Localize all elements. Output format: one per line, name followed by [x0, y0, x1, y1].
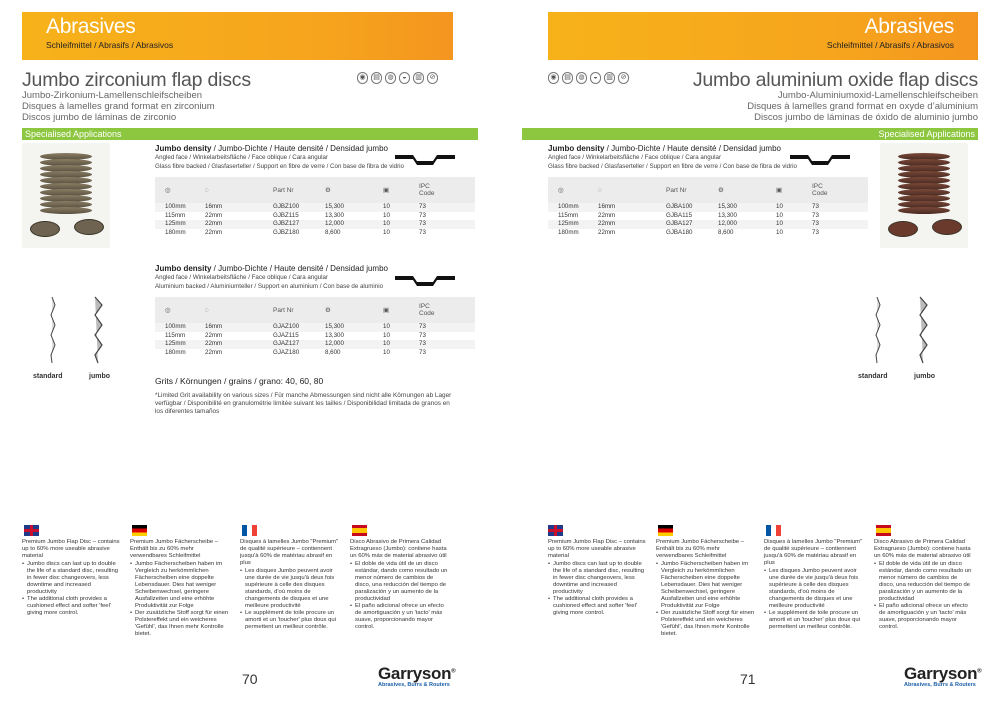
- table-row: 180mm 22mm GJAZ180 8,600 10 73: [165, 348, 426, 356]
- label-jumbo: jumbo: [89, 373, 110, 380]
- rpm-icon: ⚙: [325, 187, 331, 194]
- diameter-icon: ◎: [558, 187, 564, 194]
- mask-icon: ◒: [590, 72, 601, 84]
- fr-flag-icon: [766, 525, 781, 536]
- subtitle-es: Discos jumbo de láminas de óxido de aluminio jumbo: [754, 112, 978, 123]
- goggles-icon: ◉: [357, 72, 368, 84]
- safety-icons: [357, 72, 438, 84]
- bore-icon: ◌: [205, 306, 209, 314]
- table-row: 100mm 16mm GJBA100 15,300 10 73: [548, 203, 868, 212]
- desc-es: Disco Abrasivo de Primera Calidad Extragrueso (Jumbo): contiene hasta un 60% más de material abrasivo útil • El doble de vida útil de un disco estándar, dando como resultado un menor número de cambios de disco, una reducción del tiempo de paralización y un aumento de la productividad • El paño adicional ofrece un efecto de amortiguación y un 'tacto' más suave, proporcionando mayor control.: [874, 539, 974, 631]
- table-desc-backing: Aluminium backed / Aluminiumteller / Support en aluminium / Con base de aluminio: [155, 283, 384, 290]
- product-title: Jumbo aluminium oxide flap discs: [692, 69, 978, 91]
- banner-title: Abrasives: [864, 15, 954, 38]
- col-ipc: IPC Code: [419, 183, 435, 197]
- desc-fr: Disques à lamelles Jumbo "Premium" de qualité supérieure – contiennent jusqu'à 60% de matériau abrasif en plus • Les disques Jumbo peuvent avoir une durée de vie jusqu'à deux fois supérieure à celle des disques standards, d'où moins de changements de disques et une meilleure productivité • Le supplément de toile procure un amorti et un 'toucher' plus doux qui permettent un meilleur contrôle.: [764, 539, 864, 631]
- product-photo: [22, 143, 110, 248]
- table-row: 115mm 22mm GJAZ115 13,300 10 73: [165, 331, 426, 339]
- table-header: [548, 177, 868, 203]
- jumbo-profile-icon: [918, 295, 928, 365]
- bore-icon: ◌: [598, 186, 602, 194]
- table-desc-backing: Glass fibre backed / Glasfaserteller / Support en fibre de verre / Con base de fibra de vidrio: [548, 163, 798, 170]
- page-number: 71: [740, 671, 756, 687]
- table-row: 125mm 22mm GJBZ127 12,000 10 73: [155, 220, 475, 229]
- desc-en: Premium Jumbo Flap Disc – contains up to 60% more useable abrasive material • Jumbo discs can last up to double the life of a standard disc, resulting in fewer disc changeovers, less downtime and increased productivity • The additional cloth provides a cushioned effect and softer 'feel' giving more control.: [22, 539, 122, 617]
- specialised-applications-bar: Specialised Applications: [522, 128, 978, 140]
- rpm-icon: ⚙: [325, 307, 331, 314]
- section-banner: [548, 12, 978, 60]
- table-header: [155, 297, 475, 323]
- grit-list: Grits / Körnungen / grains / grano: 40, 60, 80: [155, 376, 324, 386]
- product-title: Jumbo zirconium flap discs: [22, 69, 251, 91]
- table-desc-face: Angled face / Winkelarbeitsfläche / Face oblique / Cara angular: [155, 274, 329, 281]
- table-row: 125mm 22mm GJBA127 12,000 10 73: [548, 220, 868, 229]
- table-desc-face: Angled face / Winkelarbeitsfläche / Face oblique / Cara angular: [548, 154, 722, 161]
- diameter-icon: ◎: [165, 187, 171, 194]
- box-icon: ▣: [776, 187, 783, 194]
- table-row: 115mm 22mm GJBA115 13,300 10 73: [558, 211, 819, 219]
- table-heading: Jumbo density / Jumbo-Dichte / Haute densité / Densidad jumbo: [155, 264, 388, 273]
- table-body: [155, 323, 475, 357]
- table-desc-face: Angled face / Winkelarbeitsfläche / Face oblique / Cara angular: [155, 154, 329, 161]
- table-body: [155, 203, 475, 237]
- disc-angled-icon: [395, 268, 455, 286]
- uk-flag-icon: [548, 525, 563, 536]
- table-desc-backing: Glass fibre backed / Glasfaserteller / Support en fibre de verre / Con base de fibra de vidrio: [155, 163, 405, 170]
- de-flag-icon: [132, 525, 147, 536]
- table-row: 180mm 22mm GJBA180 8,600 10 73: [558, 228, 819, 236]
- table-row: 115mm 22mm GJBZ115 13,300 10 73: [165, 211, 426, 219]
- product-photo: [880, 143, 968, 248]
- manual-icon: ▤: [371, 72, 382, 84]
- subtitle-fr: Disques à lamelles grand format en zirconium: [22, 101, 215, 112]
- manual-icon: ▤: [562, 72, 573, 84]
- goggles-icon: ◉: [548, 72, 559, 84]
- grit-note: *Limited Grit availability on various sizes / Für manche Abmessungen sind nicht alle Körnungen ab Lager verfügbar / Disponibilité en granulométrie limitée suivant les tailles / Disponibilidad limitada de granos en los diferentes tamaños: [155, 392, 452, 415]
- page-number: 70: [242, 671, 258, 687]
- desc-es: Disco Abrasivo de Primera Calidad Extragrueso (Jumbo): contiene hasta un 60% más de material abrasivo útil • El doble de vida útil de un disco estándar, dando como resultado un menor número de cambios de disco, una reducción del tiempo de paralización y un aumento de la productividad • El paño adicional ofrece un efecto de amortiguación y un 'tacto' más suave, proporcionando mayor control.: [350, 539, 450, 631]
- banner-subtitle: Schleifmittel / Abrasifs / Abrasivos: [826, 40, 954, 50]
- disc-angled-icon: [790, 147, 850, 165]
- box-icon: ▣: [383, 307, 390, 314]
- uk-flag-icon: [24, 525, 39, 536]
- disc-profile-comparison: [33, 295, 115, 385]
- no-wet-icon: ⊘: [427, 72, 438, 84]
- table-row: 180mm 22mm GJBZ180 8,600 10 73: [165, 228, 426, 236]
- label-standard: standard: [858, 373, 888, 380]
- disc-angled-icon: [395, 147, 455, 165]
- banner-title: Abrasives: [46, 15, 136, 38]
- desc-de: Premium Jumbo Fächerscheibe – Enthält bis zu 60% mehr verwendbares Schleifmittel • Jumbo Fächerscheiben haben im Vergleich zu herkömmlichen Fächerscheiben eine doppelte Lebensdauer. Dies hat weniger Scheibenwechsel, geringere Ausfallzeiten und eine erhöhte Produktivität zur Folge • Der zusätzliche Stoff sorgt für einen Polstereffekt und ein weicheres 'Gefühl', das Ihnen mehr Kontrolle bietet.: [130, 539, 230, 638]
- disc-profile-comparison: [858, 295, 940, 385]
- ear-protection-icon: ◍: [385, 72, 396, 84]
- table-heading: Jumbo density / Jumbo-Dichte / Haute densité / Densidad jumbo: [548, 144, 781, 153]
- col-part: Part Nr: [666, 186, 687, 194]
- standard-profile-icon: [47, 295, 57, 365]
- standard-profile-icon: [872, 295, 882, 365]
- subtitle-de: Jumbo-Zirkonium-Lamellenschleifscheiben: [22, 90, 203, 101]
- desc-de: Premium Jumbo Fächerscheibe – Enthält bis zu 60% mehr verwendbares Schleifmittel • Jumbo Fächerscheiben haben im Vergleich zu herkömmlichen Fächerscheiben eine doppelte Lebensdauer. Dies hat weniger Scheibenwechsel, geringere Ausfallzeiten und eine erhöhte Produktivität zur Folge • Der zusätzliche Stoff sorgt für einen Polstereffekt und ein weicheres 'Gefühl', das Ihnen mehr Kontrolle bietet.: [656, 539, 756, 638]
- brand-logo: Garryson® Abrasives, Burrs & Routers: [904, 664, 982, 688]
- gloves-icon: ▥: [604, 72, 615, 84]
- mask-icon: ◒: [399, 72, 410, 84]
- table-body: [548, 203, 868, 237]
- es-flag-icon: [352, 525, 367, 536]
- desc-en: Premium Jumbo Flap Disc – contains up to 60% more useable abrasive material • Jumbo discs can last up to double the life of a standard disc, resulting in fewer disc changeovers, less downtime and increased productivity • The additional cloth provides a cushioned effect and softer 'feel' giving more control.: [548, 539, 648, 617]
- label-jumbo: jumbo: [914, 373, 935, 380]
- de-flag-icon: [658, 525, 673, 536]
- table-row: 100mm 16mm GJBZ100 15,300 10 73: [155, 203, 475, 212]
- label-standard: standard: [33, 373, 63, 380]
- diameter-icon: ◎: [165, 307, 171, 314]
- subtitle-de: Jumbo-Aluminiumoxid-Lamellenschleifscheiben: [777, 90, 978, 101]
- box-icon: ▣: [383, 187, 390, 194]
- table-row: 100mm 16mm GJAZ100 15,300 10 73: [155, 323, 475, 332]
- brand-logo: Garryson® Abrasives, Burrs & Routers: [378, 664, 456, 688]
- banner-subtitle: Schleifmittel / Abrasifs / Abrasivos: [46, 40, 174, 50]
- desc-fr: Disques à lamelles Jumbo "Premium" de qualité supérieure – contiennent jusqu'à 60% de matériau abrasif en plus • Les disques Jumbo peuvent avoir une durée de vie jusqu'à deux fois supérieure à celle des disques standards, d'où moins de changements de disques et une meilleure productivité • Le supplément de toile procure un amorti et un 'toucher' plus doux qui permettent un meilleur contrôle.: [240, 539, 340, 631]
- ear-protection-icon: ◍: [576, 72, 587, 84]
- col-part: Part Nr: [273, 186, 294, 194]
- table-row: 125mm 22mm GJAZ127 12,000 10 73: [155, 340, 475, 349]
- col-part: Part Nr: [273, 306, 294, 314]
- fr-flag-icon: [242, 525, 257, 536]
- subtitle-fr: Disques à lamelles grand format en oxyde d’aluminium: [747, 101, 978, 112]
- subtitle-es: Discos jumbo de láminas de zirconio: [22, 112, 177, 123]
- rpm-icon: ⚙: [718, 187, 724, 194]
- product-title-block: [648, 70, 978, 123]
- specialised-applications-bar: Specialised Applications: [22, 128, 478, 140]
- table-header: [155, 177, 475, 203]
- bore-icon: ◌: [205, 186, 209, 194]
- safety-icons: [548, 72, 629, 84]
- product-title-block: [22, 70, 352, 123]
- jumbo-profile-icon: [93, 295, 103, 365]
- gloves-icon: ▥: [413, 72, 424, 84]
- section-banner: [22, 12, 453, 60]
- page-right: [500, 0, 1000, 707]
- col-ipc: IPC Code: [419, 303, 435, 317]
- col-ipc: IPC Code: [812, 183, 828, 197]
- es-flag-icon: [876, 525, 891, 536]
- no-wet-icon: ⊘: [618, 72, 629, 84]
- table-heading: Jumbo density / Jumbo-Dichte / Haute densité / Densidad jumbo: [155, 144, 388, 153]
